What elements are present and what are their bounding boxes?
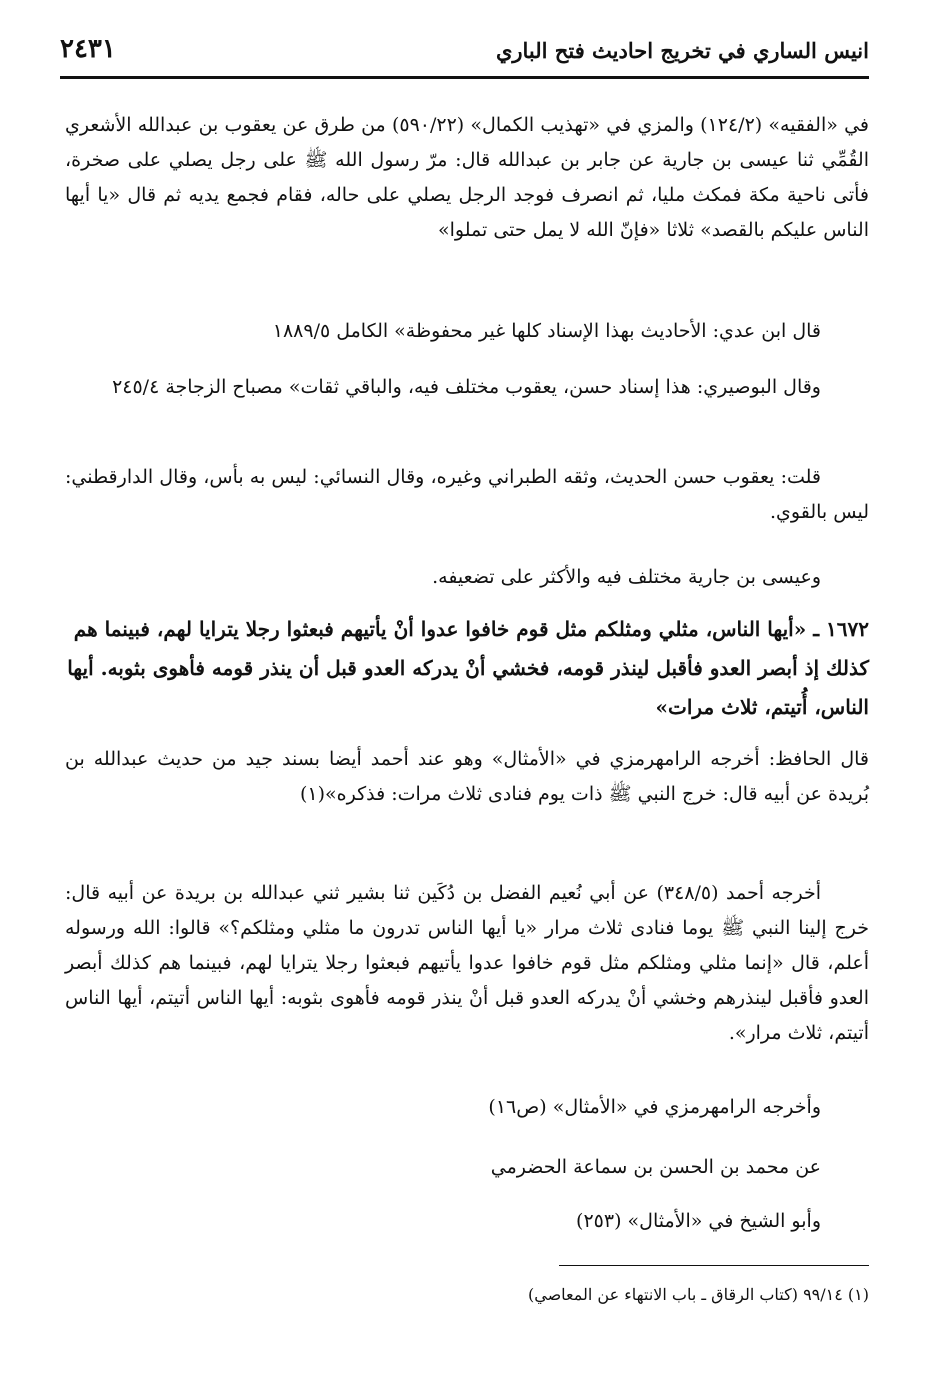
header-divider [60, 76, 869, 79]
paragraph-abushaykh: وأبو الشيخ في «الأمثال» (٢٥٣) [576, 1210, 821, 1232]
book-title: انيس الساري في تخريج احاديث فتح الباري [495, 38, 869, 63]
paragraph-ahmad: أخرجه أحمد (٣٤٨/٥) عن أبي نُعيم الفضل بن دُكَين ثنا بشير ثني عبدالله بن بريدة عن أبيه قال: خرج إلينا النبي ﷺ يوما فنادى ثلاث مرار «يا أيها الناس تدرون ما مثلي ومثلكم؟» قالوا: الله ورسوله أعلم، قال «إنما مثلي ومثلكم مثل قوم خافوا عدوا يأتيهم فبعثوا رجلا يترايا لهم، فبينما هم كذلك أبصر العدو فأقبل لينذرهم وخشي أنْ يدركه العدو قبل أنْ ينذر قومه فأهوى بثوبه: أيها الناس أتيتم، أيها الناس أتيتم، ثلاث مرار». [65, 882, 869, 1044]
hadith-1672: ١٦٧٢ ـ «أيها الناس، مثلي ومثلكم مثل قوم خافوا عدوا أنْ يأتيهم فبعثوا رجلا يترايا لهم، فبينما هم كذلك إذ أبصر العدو فأقبل لينذر قومه، فخشي أنْ يدركه العدو قبل أن ينذر قومه فأهوى بثوبه. أيها الناس، أُتيتم، ثلاث مرات» [67, 617, 869, 719]
paragraph-hadrami: عن محمد بن الحسن بن سماعة الحضرمي [490, 1156, 821, 1178]
footnote: (١) ٩٩/١٤ (كتاب الرقاق ـ باب الانتهاء عن المعاصي) [527, 1285, 869, 1304]
running-header [60, 30, 869, 74]
paragraph-ramahurmuzi: وأخرجه الرامهرمزي في «الأمثال» (ص١٦) [488, 1096, 821, 1118]
paragraph-1: في «الفقيه» (١٢٤/٢) والمزي في «تهذيب الكمال» (٥٩٠/٢٢) من طرق عن يعقوب بن عبدالله الأشعري القُمِّي ثنا عيسى بن جارية عن جابر بن عبدالله قال: مرّ رسول الله ﷺ على رجل يصلي على صخرة، فأتى ناحية مكة فمكث مليا، ثم انصرف فوجد الرجل يصلي على حاله، فقام فجمع يديه ثم قال «يا أيها الناس عليكم بالقصد» ثلاثا «فإنّ الله لا يمل حتى تملوا» [65, 114, 869, 241]
paragraph-2: قال ابن عدي: الأحاديث بهذا الإسناد كلها غير محفوظة» الكامل ١٨٨٩/٥ [272, 320, 821, 342]
paragraph-5: وعيسى بن جارية مختلف فيه والأكثر على تضعيفه. [432, 566, 821, 588]
paragraph-4: قلت: يعقوب حسن الحديث، وثقه الطبراني وغيره، وقال النسائي: ليس به بأس، وقال الدارقطني: ليس بالقوي. [65, 466, 869, 523]
paragraph-hafiz: قال الحافظ: أخرجه الرامهرمزي في «الأمثال» وهو عند أحمد أيضا بسند جيد من حديث عبدالله بن بُريدة عن أبيه قال: خرج النبي ﷺ ذات يوم فنادى ثلاث مرات: فذكره»(١) [65, 748, 869, 805]
footnote-divider [559, 1265, 869, 1266]
page-number: ٢٤٣١ [60, 34, 116, 64]
paragraph-3: وقال البوصيري: هذا إسناد حسن، يعقوب مختلف فيه، والباقي ثقات» مصباح الزجاجة ٢٤٥/٤ [112, 376, 821, 398]
